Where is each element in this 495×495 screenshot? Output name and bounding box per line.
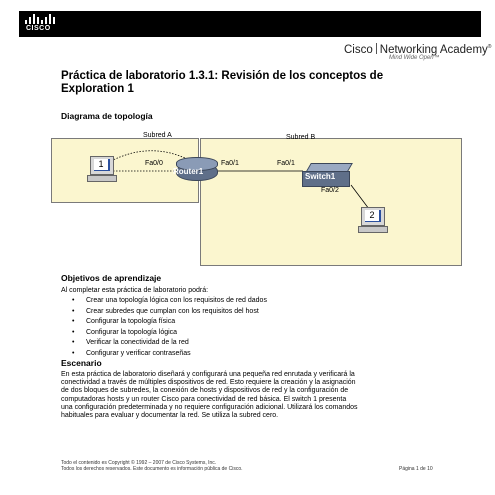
page-title: Práctica de laboratorio 1.3.1: Revisión de los conceptos de Exploration 1 bbox=[61, 70, 384, 95]
brand-registered: ® bbox=[487, 44, 492, 51]
cisco-bars-icon bbox=[25, 14, 57, 24]
switch1-icon bbox=[302, 163, 348, 185]
footer-rights-line: Todos los derechos reservados. Este documento es información pública de Cisco. bbox=[61, 466, 243, 472]
brand-academy: Networking Academy bbox=[379, 44, 488, 56]
cisco-logo-text: CISCO bbox=[26, 25, 51, 32]
router-fa00-label: Fa0/0 bbox=[145, 160, 163, 167]
scenario-line: conectividad a través de múltiples dispositivos de red. Esto requiere la creación y la asignación bbox=[61, 379, 356, 387]
router1-label: Router1 bbox=[173, 167, 204, 176]
topology-diagram bbox=[51, 131, 462, 266]
topology-links bbox=[51, 131, 462, 266]
router1-icon bbox=[173, 157, 216, 179]
scenario-line: de dos bloques de subredes, la conexión de hosts y dispositivos de red y la configuración de bbox=[61, 387, 349, 395]
scenario-line: computadoras hosts y un router Cisco para conectividad de red básica. El switch 1 presenta bbox=[61, 395, 347, 403]
footer-copyright-line: Todo el contenido es Copyright © 1992 – 2007 de Cisco Systems, Inc. bbox=[61, 460, 217, 466]
switch-fa01-label: Fa0/1 bbox=[277, 160, 295, 167]
switch-fa02-label: Fa0/2 bbox=[321, 187, 339, 194]
objective-item: • Crear una topología lógica con los requisitos de red dados bbox=[72, 296, 267, 307]
link-switch-pc2 bbox=[351, 185, 369, 209]
scenario-heading: Escenario bbox=[61, 358, 102, 368]
objective-item: • Configurar y verificar contraseñas bbox=[72, 349, 267, 360]
objectives-intro: Al completar esta práctica de laboratorio podrá: bbox=[61, 287, 209, 294]
brand-tagline: Mind Wide Open™ bbox=[389, 55, 440, 61]
objective-item: • Configurar la topología física bbox=[72, 317, 267, 328]
objective-item: • Crear subredes que cumplan con los requisitos del host bbox=[72, 307, 267, 318]
topology-heading: Diagrama de topología bbox=[61, 111, 153, 121]
objective-item: • Verificar la conectividad de la red bbox=[72, 338, 267, 349]
objective-item: • Configurar la topología lógica bbox=[72, 328, 267, 339]
brand-cisco: Cisco bbox=[344, 44, 373, 56]
switch1-label: Switch1 bbox=[305, 172, 336, 181]
pc2-label: 2 bbox=[365, 210, 379, 221]
scenario-line: habituales para evaluar y documentar la red. Se utiliza la subred cero. bbox=[61, 412, 279, 420]
pc1-label: 1 bbox=[94, 159, 108, 170]
footer-page-number: Página 1 de 10 bbox=[399, 466, 433, 472]
footer-copyright bbox=[61, 460, 242, 472]
objectives-list bbox=[72, 296, 267, 359]
subnet-a-label: Subred A bbox=[143, 132, 172, 139]
header-bar bbox=[19, 11, 481, 37]
cisco-logo bbox=[25, 14, 57, 34]
scenario-line: una configuración predeterminada y no requiere configuración adicional. Utilizará los comandos bbox=[61, 403, 358, 411]
scenario-line: En esta práctica de laboratorio diseñará y configurará una pequeña red enrutada y verificará la bbox=[61, 371, 355, 378]
router-fa01-label: Fa0/1 bbox=[221, 160, 239, 167]
scenario-text bbox=[61, 371, 358, 420]
subnet-b-label: Subred B bbox=[286, 134, 316, 141]
objectives-heading: Objetivos de aprendizaje bbox=[61, 273, 162, 283]
